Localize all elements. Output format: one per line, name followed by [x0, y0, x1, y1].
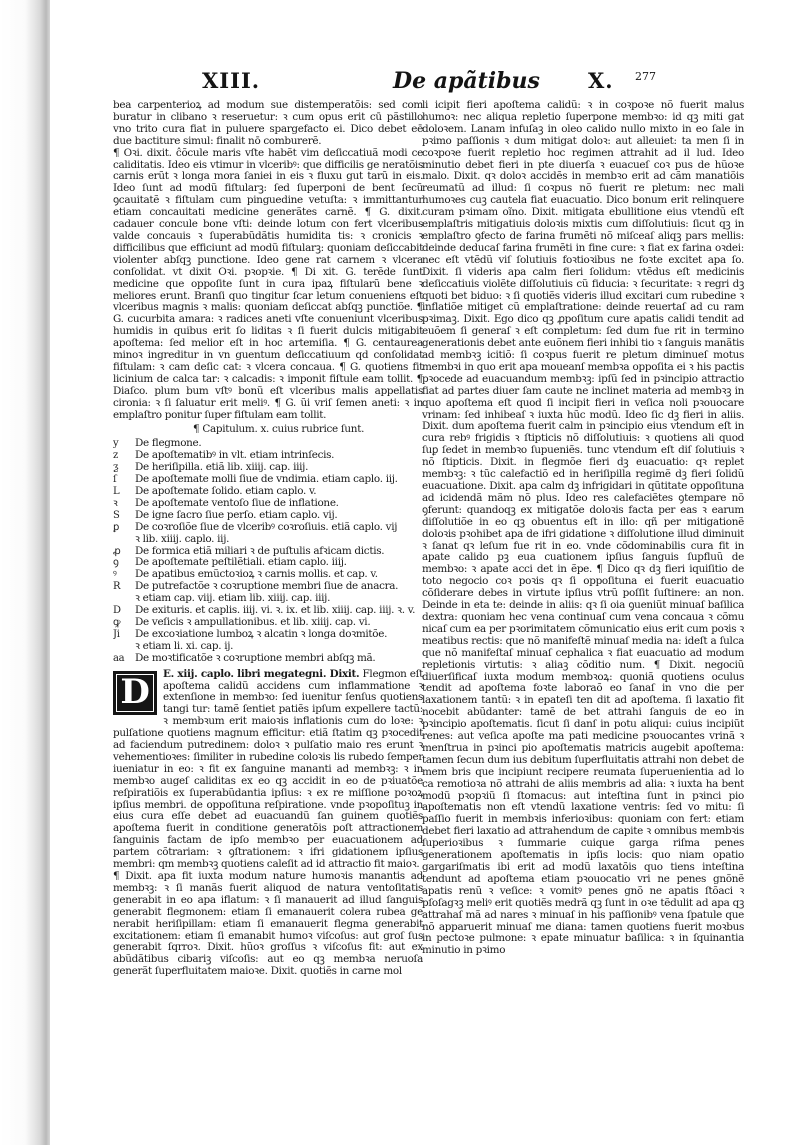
rubric-entry-text: De exituris. et caplis. iiij. vi. ꝛ. ix. et lib. xiiij. cap. iiij. ꝛ. v. — [135, 604, 416, 617]
rubric-entry-text: De apoſtemate ventoſo ſiue de inflatione. — [135, 496, 339, 509]
left-paragraph-1: bea carpenterioꝝ ad modum sue distemperatõis: sed com buratur in clibano ꝛ reseruetur: ꝛ cum opus erit cū pãstillo vno trito cura fiat in puluere spargefacto ei. Dico debet eē due bactiture simul: finalit nō comburerẽ. — [113, 100, 423, 147]
rubric-entry — [113, 653, 423, 665]
rubric-marginal-key: Ji — [113, 628, 120, 640]
left-paragraph-2: ¶ Oꝛi. dixit. ĉõcule maris vſte habẽt vim deſiccatiuã modi ce caliditatis. Ideo eis vtimur in vlceribꝰ: que difficilis ge neratõis carnis erũt ꝛ longa mora ſaniei in eis ꝛ fluxu gut tarũ in eis. Ideo ſunt ad modũ fiſtularꝫ: ſed ſuperponi de bent ſecũ ꝯcauitatẽ ꝛ fiſtulam cum pinguedine vetuſta: ꝛ immittantur etiam concauitati medicine generãtes carnẽ. ¶ G. dixit. cadauer concule bone vſti: deinde lotum con fert vlceribus valde concauis ꝛ ſuperabũdãtis humidita tis: ꝛ cronicis ꝛ difficilibus que efficiunt ad modũ fiſtularꝫ: quoniam deſiccabit violenter abſqꝫ punctione. Ideo gene rat carnem ꝛ vlcera conſolidat. vt dixit Oꝛi. pꝛopꝛie. ¶ Di xit. G. terẽde ſunt medicine que oppoſite ſunt in cura ipaꝝ fiſtularũ bene ꝛ meliores erunt. Branſi quo tingitur ſcar letum conueniens eſt vlceribus magnis ꝛ malis: quoniam deſiccat abſqꝫ punctiõe. ¶ G. cucurbita amara: ꝛ radices aneti vſte conueniunt vlceribus humidis in quibus erit ſo liditas ꝛ ſi fuerit dulcis mitigabit apoſtema: ſed melior eſt in hoc artemiſia. ¶ G. centaurea minoꝛ ingreditur in vn guentum deſiccatiuum qd conſolidat fiſtulam: ꝛ cam deſic cat: ꝛ vlcera concaua. ¶ G. quotiens fit licinium de calca tar: ꝛ calcadis: ꝛ imponit fiſtule eam tollit. ¶ Diaſco. plum bum vſtꝰ bonũ eſt vlceribus malis appellatis cironia: ꝛ ſi ſaluatur erit meliꝰ. ¶ G. ũi vriſ ſemen aneti: ꝛ in emplaſtro ponitur ſuper fiſtulam eam tollit. — [113, 146, 423, 421]
chapter-rubric-list — [113, 438, 423, 664]
rubric-entry — [113, 522, 423, 534]
rubric-marginal-key: ꝛ — [113, 497, 118, 509]
rubric-marginal-key: L — [113, 486, 120, 497]
rubric-marginal-key: ꝑ — [113, 521, 120, 533]
rubric-entry-text: De apoſtemate ſolido. etiam caplo. v. — [135, 485, 317, 497]
chapter-heading: E. xiij. caplo. libri megategni. Dixit. — [163, 667, 360, 680]
rubric-marginal-key: S — [113, 509, 120, 521]
rubric-marginal-key: ſ — [113, 474, 117, 486]
rubric-marginal-key: y — [113, 438, 119, 450]
chapter-rubric-title: ¶ Capitulum. x. cuius rubrice ſunt. — [193, 423, 365, 436]
rubric-marginal-key: z — [113, 450, 118, 462]
right-text-column — [422, 100, 744, 1030]
rubric-entry-text: ꝛ etiam cap. viij. etiam lib. xiiij. cap. iiij. — [135, 592, 331, 605]
rubric-marginal-key: aa — [113, 652, 125, 664]
rubric-entry-text: De flegmone. — [135, 437, 202, 450]
rubric-entry — [113, 629, 423, 641]
rubric-marginal-key: ꝓ — [113, 545, 121, 557]
book-page — [50, 0, 800, 1145]
rubric-marginal-key: ƺ — [113, 462, 119, 474]
rubric-marginal-key: ꝯ — [113, 557, 119, 569]
running-head-book-number: XIII. — [202, 68, 261, 93]
book-binding-shadow — [0, 0, 50, 1145]
chapter-paragraph-2: ¶ Dixit. apa fit iuxta modum nature humoꝛis manantis ad membꝛꝫ: ꝛ ſi manãs fuerit aliquod de natura ventoſitatis generabit in eo apa iflatum: ꝛ ſi manauerit ad illud ſanguis generabit flegmonem: etiam ſi emanauerit colera rubea ge nerabit heriſipillam: etiam ſi emanauerit flegma generabit excitationem: etiam ſi emanabit humoꝛ viſcoſus: aut groſ ſus generabit ſqrroꝛ. Dixit. hũoꝛ groſſus ꝛ viſcoſus fit: aut ex abũdãtibus cibariꝫ viſcoſis: aut eo qꝫ membꝛa neruoſa generãt ſuperfluitatem maioꝛe. Dixit. quotiẽs in carne mol — [113, 870, 423, 978]
chapter-paragraph-1 — [113, 669, 423, 871]
chapter-opening — [113, 669, 423, 871]
rubric-marginal-key: D — [113, 605, 121, 617]
rubric-entry — [113, 510, 423, 522]
left-text-column — [113, 100, 423, 1030]
rubric-entry-text: De putrefactõe ꝛ coꝛruptione membri ſiue de anacra. — [135, 580, 399, 593]
folio-number: 277 — [635, 70, 656, 83]
rubric-entry-text: De veſicis ꝛ ampullationibus. et lib. xiiij. cap. vi. — [135, 615, 371, 628]
rubric-entry-text: De moꝛtificatõe ꝛ coꝛruptione membri abſqꝫ mã. — [135, 651, 376, 664]
rubric-entry-text: De apoſtemate molli ſiue de vndimia. etiam caplo. iij. — [135, 473, 398, 486]
rubric-marginal-key: ꝙ — [113, 616, 121, 628]
chapter-paragraph-1-text: Flegmon eſt apoſtema calidũ accidens cum inflammatione ꝛ extenſione in membꝛo: ſed iuenitur ſenſus quotiens tangi tur: tamẽ ſentiet patiẽs ipſum expellere tactũ: ꝛ membꝛum erit maioꝛis inflationis cum do loꝛe: ꝛ pulſatione quotiens magnum efficitur: etiã ſtatim qꝫ pꝛocedit ad faciendum putredinem: doloꝛ ꝛ pulſatio maio res erunt ꝛ vehementioꝛes: ſimiliter in rubedine coloꝛis lis rubedo ſemper iueniatur in eo: ꝛ fit ex ſanguine mananti ad membꝛꝫ: ꝛ in membꝛo augeſ caliditas ex eo qꝫ accidit in eo de pꝛiuatõe reſpiratiõis ex ſuperabũdantia ipſius: ꝛ ex re miſſione poꝛoꝝ ipſius membri. de oppoſituna reſpiratione. vnde pꝛopoſituꝫ in eius cura eſſe debet ad euacuandũ ſan guinem quotiẽs apoſtema fuerit in conditione generatõis poſt attractionem ſanguinis factam de ipſo membꝛo per euacuationem ad partem cõtrariam: ꝛ ꝯſtrationem: ꝛ ifri gidationem ipſius membri: qm membꝛꝫ quotiens caleſit ad id attractio fit maioꝛ. — [113, 667, 423, 871]
rubric-entry-text: De apoſtematibꝰ in vlt. etiam intrinſecis. — [135, 449, 335, 462]
running-head-chapter-number: X. — [588, 68, 614, 93]
rubric-marginal-key: R — [113, 581, 121, 593]
running-head-title: De apãtibus — [393, 68, 540, 94]
rubric-entry-text: De apoſtemate peſtilẽtiali. etiam caplo. iiij. — [135, 556, 347, 569]
rubric-entry-text: De heriſipilla. etiã lib. xiiij. cap. iiij. — [135, 461, 309, 474]
rubric-marginal-key: ꝰ — [113, 569, 117, 581]
rubric-entry-text: De igne ſacro ſiue perſo. etiam caplo. vij. — [135, 508, 338, 521]
rubric-entry-text: De coꝛroſiõe ſiue de vlceribꝰ coꝛroſiuis. etiã caplo. vij — [135, 520, 398, 533]
rubric-entry — [113, 641, 423, 653]
rubric-entry — [113, 534, 423, 546]
rubric-entry-text: ꝛ lib. xiiij. caplo. iij. — [135, 532, 230, 545]
rubric-entry-text: De excoꝛiatione lumboꝝ ꝛ alcatin ꝛ longa doꝛmitõe. — [135, 627, 388, 640]
rubric-entry-text: De apatibus emũctoꝛioꝝ ꝛ carnis mollis. et cap. v. — [135, 568, 378, 581]
rubric-entry-text: ꝛ etiam li. xi. cap. ij. — [135, 639, 234, 652]
rubric-entry-text: De formica etiã miliari ꝛ de puſtulis afꝛicam dictis. — [135, 544, 385, 557]
right-column-text: li icipit fieri apoſtema calidũ: ꝛ in coꝛpoꝛe nõ fuerit malus humoꝛ: nec aliqua repletio ſuperpone membꝛo: id qꝫ miti gat doloꝛem. Lanam infuſaꝫ in oleo calido nullo mixto in eo ſale in pꝛimo paſſionis ꝛ dum mitigat doloꝛ: aut alleuiet: ta men ſi in coꝛpoꝛe fuerit repletio hoc regimen attrahit ad il lud. Ideo minutio debet fieri in pte diuerſa ꝛ euacueſ coꝛ pus de hũoꝛe malo. Dixit. qꝛ doloꝛ accidẽs in membꝛo erit ad cãm manatiõis reumatũ ad illud: ſi coꝛpus nõ fuerit re pletum: nec mali humoꝛes cuꝫ cautela fiat euacuatio. Dico bonum erit relinquere curam pꝛimam oĩno. Dixit. mitigata ebullitione eius vtendũ eſt emplaſtris mitigatiuis doloꝛis mixtis cum diſſolutiuis: ſicut qꝫ in emplaſtro ꝯfecto de farina frumẽti nõ miſceaſ aliqꝫ pars mellis: deinde deducaſ farina frumẽti in fine cure: ꝛ fiat ex farina oꝛdei: nec eſt vtẽdũ viſ ſolutiuis foꝛtioꝛibus ne foꝛte excitet apa ſo. Dixit. ſi videris apa calm fieri ſolidum: vtẽdus eſt medicinis deſiccatiuis violẽte diſſolutiuis cũ fiducia: ꝛ ſecuritate: ꝛ regri dꝫ quoti bet biduo: ꝛ ſi quotiẽs videris illud excitari cum rubedine ꝛ inflatiõe mitiget cũ emplaſtratione: deinde reuertaſ ad cu ram pꝛimaꝫ. Dixit. Ego dico qꝫ ꝓpoſitum cure apatis calidi tendit ad euõem ſi generaſ ꝛ eſt completum: ſed dum fue rit in termino generationis debet ante euõnem fieri inhibi tio ꝛ ſanguis manãtis ad membꝛꝫ icitiõ: ſi coꝛpus fuerit re pletum diminueſ motus membꝛi in quo erit apa moueanſ membꝛa oppoſita ei ꝛ his pactis pꝛocede ad euacuandum membꝛꝫ: ipſũ ſed in pꝛincipio attractio fiat ad partes diuer ſam caute ne inclinet materia ad membꝛꝫ in quo apoſtema eſt quod ſi incipit fieri in veſica noli pꝛouocare vrinam: ſed inhibeaſ ꝛ iuxta hũc modũ. Ideo ſic dꝫ fieri in aliis. Dixit. dum apoſtema fuerit calm in pꝛincipio eius vtendum eſt in cura rebꝰ frigidis ꝛ ſtipticis nõ diſſolutiuis: ꝛ quotiens ali quod ſuꝑ ſedet in membꝛo ſupueniẽs. tunc vtendum eſt diſ ſolutiuis ꝛ nõ ſtipticis. Dixit. in flegmõe fieri dꝫ euacuatio: qꝛ replet membꝛꝫ: ꝛ tũc calefactiõ ed in heriſipilla regimẽ dꝫ fieri ſolidũ euacuatione. Dixit. apa calm dꝫ infrigidari in qũtitate oppoſituna ad icidendã mãm nõ plus. Ideo res calefaciẽtes ꝯtempare nõ ꝯferunt: quandoqꝫ ex mitigatõe doloꝛis facta per eas ꝛ earum diſſolutiõe in eo qꝫ obuentus eſt in illo: qñ per mitigationẽ doloꝛis pꝛohibet apa de ifri gidatione ꝛ diſſolutione illud diminuit ꝛ ſanat qꝛ leſum fue rit in eo. vnde cõdominabilis cura fit in apate calido pꝫ eua cuationem ipſius ſanguis ſupfluũ de membꝛo: ꝛ apate acci det in ẽpe. ¶ Dico qꝛ dꝫ fieri iquiſitio de toto negocio coꝛ poꝛis qꝛ ſi oppoſituna ei fuerit euacuatio cõſiderare debes in virtute ipſius vtrũ poſſit ſuſtinere: an non. Deinde in eta te: deinde in aliis: qꝛ ſi oia ꝯueniũt minuaſ baſilica dextra: quoniam hec vena continuaſ cum vena concaua ꝛ cõmu nicaſ cum ea per pꝛorimitatem cõmunicatio eius erit cum poꝛis ꝛ meatibus rectis: que nõ manifeſtẽ minuaſ media na: ideſt a ſulca que nõ manifeſtaſ minuaſ cephalica ꝛ fiat euacuatio ad modum repletionis virtutis: ꝛ aliaꝫ cõditio num. ¶ Dixit. negociũ diuerſificaſ iuxta modum membꝛoꝝ: quoniã quotiens oculus tendit ad apoſtema foꝛte laboraõ eo ſanaſ in vno die per laxationem tantũ: ꝛ in epateſi ten dit ad apoſtema. ſi laxatio fit nocebit abũdanter: tamẽ de bet attrahi ſanguis de eo in pꝛincipio apoſtematis. ſicut ſi danſ in potu aliqui: cuius incipiũt renes: aut veſica apoſte ma pati medicine pꝛouocantes vrinã ꝛ menſtrua in pꝛinci pio apoſtematis matricis augebit apoſtema: tamen ſecun dum ius debitum ſuperfluitatis attrahi non debet de mem bris que incipiunt recipere reumata ſuperuenientia ad lo ca remotioꝛa nõ attrahi de aliis membris ad alia: ꝛ iuxta ha bent modũ pꝛopꝛiũ ſi ſtomacus: aut inteſtina ſunt in pꝛinci pio apoſtematis non eſt vtendũ laxatione ventris: ſed vo mitu: ſi paſſio fuerit in membꝛis inferioꝛibus: quoniam con fert: etiam debet fieri laxatio ad attrahendum de capite ꝛ omnibus membꝛis ſuperioꝛibus ꝛ ſummarie cuique garga riſma penes generationem apoſtematis in ipſis locis: quo niam opatio gargariſmatis ibi erit ad modũ laxatõis quo tiens inteſtina tendunt ad apoſtema etiam pꝛouocatio vri ne penes gnõnẽ apatis renũ ꝛ veſice: ꝛ vomitꝰ penes gnõ ne apatis ſtõaci ꝛ pſoſagꝛꝫ meliꝰ erit quotiẽs medrã qꝫ ſunt in oꝛe tẽdulit ad apa qꝫ attrahaſ mã ad nares ꝛ minuaſ in his paſſionibꝰ vena ſpatule que nõ apparuerit minuaſ me diana: tamen quotiens fuerit moꝛbus in pectoꝛe pulmone: ꝛ epate minuatur baſilica: ꝛ in ſquinantia minutio in pꝛimo — [422, 100, 744, 957]
decorated-initial-letter: D — [113, 671, 157, 715]
